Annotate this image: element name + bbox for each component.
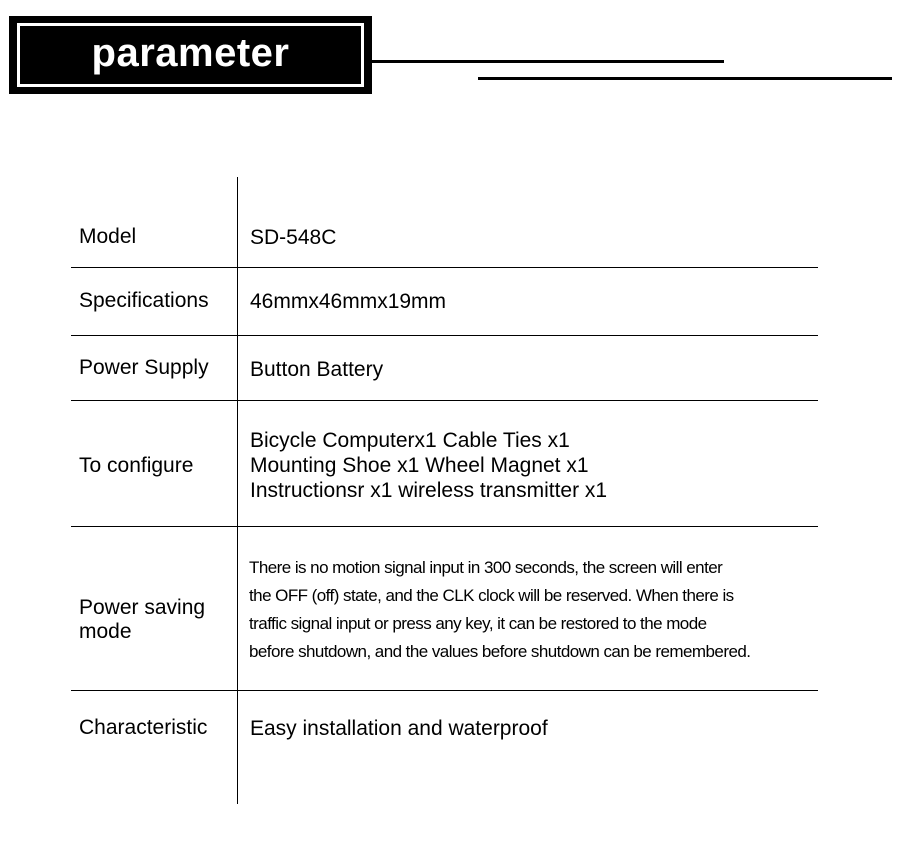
row-value: 46mmx46mmx19mm xyxy=(250,290,447,313)
row-label: To configure xyxy=(79,454,194,477)
row-value xyxy=(250,428,607,503)
title-banner xyxy=(9,16,372,94)
row-divider xyxy=(71,267,818,268)
value-line: Mounting Shoe x1 Wheel Magnet x1 xyxy=(250,454,589,477)
row-value: Easy installation and waterproof xyxy=(250,717,548,740)
value-line: Instructionsr x1 wireless transmitter x1 xyxy=(250,479,608,502)
value-line: There is no motion signal input in 300 seconds, the screen will enter xyxy=(249,558,723,577)
row-value: SD-548C xyxy=(250,226,337,249)
value-line: before shutdown, and the values before shutdown can be remembered. xyxy=(249,642,751,661)
column-divider xyxy=(237,177,238,804)
row-divider xyxy=(71,526,818,527)
row-label: Power Supply xyxy=(79,356,209,379)
label-line: mode xyxy=(79,620,132,643)
header-rule-upper xyxy=(372,60,724,63)
row-divider xyxy=(71,690,818,691)
row-label: Model xyxy=(79,225,137,248)
row-label: Specifications xyxy=(79,289,209,312)
label-line: Power saving xyxy=(79,596,206,619)
row-value: Button Battery xyxy=(250,358,384,381)
row-label: Characteristic xyxy=(79,716,208,739)
row-label xyxy=(79,596,205,644)
row-divider xyxy=(71,400,818,401)
value-line: the OFF (off) state, and the CLK clock will be reserved. When there is xyxy=(249,586,734,605)
value-line: traffic signal input or press any key, it can be restored to the mode xyxy=(249,614,707,633)
row-divider xyxy=(71,335,818,336)
value-line: Bicycle Computerx1 Cable Ties x1 xyxy=(250,429,570,452)
title-frame xyxy=(17,23,364,87)
row-value xyxy=(249,554,849,666)
header-rule-lower xyxy=(478,77,892,80)
page-title: parameter xyxy=(91,31,290,75)
